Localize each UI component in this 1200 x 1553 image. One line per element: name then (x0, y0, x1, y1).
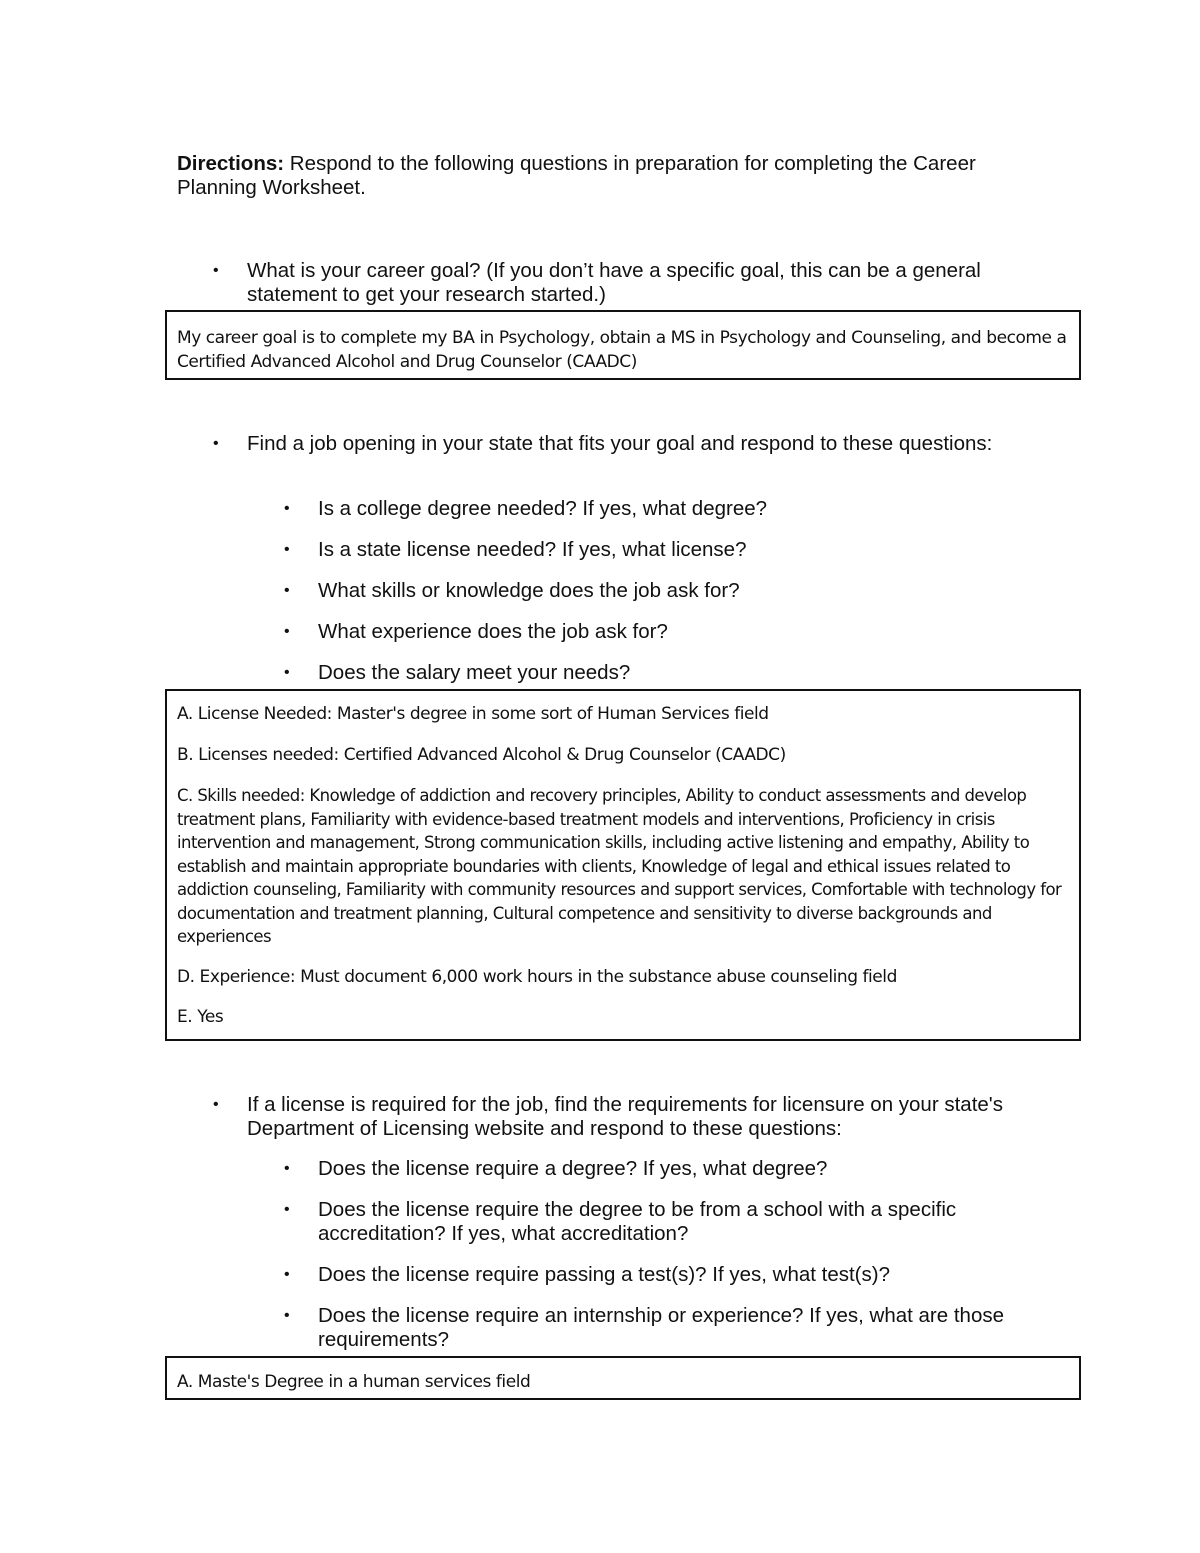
answer-a: A. Maste's Degree in a human services field (177, 1372, 531, 1392)
subquestion-skills (284, 579, 1048, 603)
subquestion-text: Does the license require a degree? If yes, what degree? (318, 1157, 828, 1180)
job-opening-answer-box (165, 689, 1081, 1041)
subquestion-test (284, 1263, 1048, 1287)
subquestion-text: Is a state license needed? If yes, what license? (318, 538, 747, 561)
bullet: • (284, 664, 290, 681)
answer-e: E. Yes (177, 1007, 224, 1027)
subquestion-internship (284, 1304, 1048, 1352)
answer-d: D. Experience: Must document 6,000 work hours in the substance abuse counseling field (177, 966, 897, 987)
subquestion-text: What skills or knowledge does the job ask for? (318, 579, 740, 602)
subquestion-experience (284, 620, 1048, 644)
answer-a: A. License Needed: Master's degree in some sort of Human Services field (177, 704, 769, 724)
question-text: What is your career goal? (If you don’t have a specific goal, this can be a general statement to get your research started.) (247, 259, 981, 306)
career-goal-answer-box (165, 310, 1081, 380)
bullet: • (213, 1096, 219, 1113)
subquestion-license (284, 538, 1048, 562)
question-text: If a license is required for the job, find the requirements for licensure on your state's Department of Licensing website and respond to these questions: (247, 1093, 1003, 1140)
bullet: • (284, 1201, 290, 1218)
bullet: • (284, 541, 290, 558)
directions-label: Directions: (177, 152, 285, 175)
subquestion-text: Does the license require passing a test(s)? If yes, what test(s)? (318, 1263, 890, 1286)
answer-c: C. Skills needed: Knowledge of addiction and recovery principles, Ability to conduct assessments and develop treatment plans, Familiarity with evidence-based treatment models and interventions, Proficiency in crisis intervention and management, Strong communication skills, including active listening and empathy, Ability to establish and maintain appropriate boundaries with clients, Knowledge of legal and ethical issues related to addiction counseling, Familiarity with community resources and support services, Comfortable with technology for documentation and treatment planning, Cultural competence and sensitivity to diverse backgrounds and experiences (177, 786, 1062, 946)
subquestion-salary (284, 661, 1048, 685)
bullet: • (284, 1266, 290, 1283)
subquestion-text: Is a college degree needed? If yes, what degree? (318, 497, 768, 520)
subquestion-text: Does the license require the degree to be from a school with a specific accreditation? If yes, what accreditation? (318, 1198, 957, 1245)
question-job-opening (213, 432, 1047, 456)
bullet: • (284, 582, 290, 599)
subquestion-license-degree (284, 1157, 1048, 1181)
question-text: Find a job opening in your state that fits your goal and respond to these questions: (247, 432, 993, 455)
bullet: • (213, 262, 219, 279)
subquestion-text: Does the license require an internship or experience? If yes, what are those requirements? (318, 1304, 1004, 1351)
question-career-goal (213, 259, 1047, 307)
subquestion-text: Does the salary meet your needs? (318, 661, 631, 684)
subquestion-accreditation (284, 1198, 1048, 1246)
bullet: • (284, 1160, 290, 1177)
question-license-requirements (213, 1093, 1047, 1141)
bullet: • (213, 435, 219, 452)
license-requirements-answer-box (165, 1356, 1081, 1400)
career-goal-answer: My career goal is to complete my BA in Psychology, obtain a MS in Psychology and Counseling, and become a Certified Advanced Alcohol and Drug Counselor (CAADC) (177, 328, 1067, 372)
answer-b: B. Licenses needed: Certified Advanced Alcohol & Drug Counselor (CAADC) (177, 744, 786, 765)
directions-paragraph (177, 152, 1057, 200)
bullet: • (284, 1307, 290, 1324)
subquestion-text: What experience does the job ask for? (318, 620, 668, 643)
directions-text: Respond to the following questions in preparation for completing the Career Planning Worksheet. (177, 152, 976, 199)
bullet: • (284, 500, 290, 517)
subquestion-degree (284, 497, 1048, 521)
bullet: • (284, 623, 290, 640)
